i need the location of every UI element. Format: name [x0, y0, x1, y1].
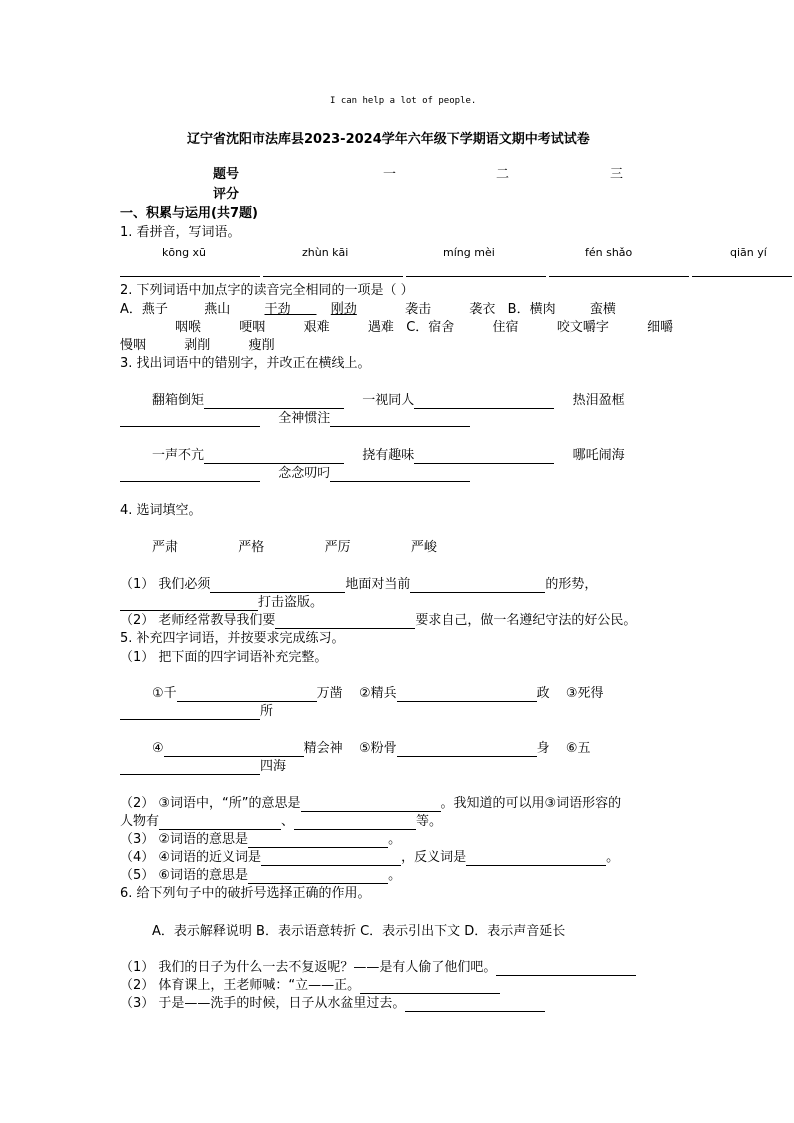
- sentence: （2） 体育课上，王老师喊：“立——正。: [120, 978, 500, 994]
- answer-blank[interactable]: [120, 276, 260, 277]
- answer-blank[interactable]: [248, 833, 388, 848]
- sub-prompt: （1） 把下面的四字词语补充完整。: [120, 650, 328, 665]
- answer-blank[interactable]: [330, 412, 470, 427]
- word-bank: [152, 540, 437, 556]
- option-word: A．燕子: [120, 302, 168, 317]
- fill-line: ①千 万凿 ②精兵 政 ③死得: [152, 686, 604, 701]
- word-option: 严格: [238, 540, 265, 555]
- word-option: 严肃: [152, 540, 179, 555]
- answer-blank[interactable]: [263, 276, 403, 277]
- answer-blank[interactable]: [466, 851, 606, 866]
- option-word: 剥削: [184, 338, 211, 353]
- answer-blank[interactable]: [120, 705, 260, 720]
- answer-blank[interactable]: [261, 851, 401, 866]
- sentence: （2） 老师经常教导我们要 要求自己，做一名遵纪守法的好公民。: [120, 613, 637, 628]
- pinyin: míng mèi: [443, 246, 495, 259]
- option-word: 艰难: [303, 320, 330, 335]
- word: 哪吒闹海: [572, 448, 625, 463]
- answer-blank[interactable]: [405, 997, 545, 1012]
- word: 一声不亢: [152, 448, 205, 463]
- option-line: [120, 302, 616, 318]
- options-line: A．表示解释说明 B．表示语意转折 C．表示引出下文 D．表示声音延长: [152, 924, 566, 939]
- option-line: [175, 320, 673, 336]
- answer-blank[interactable]: [120, 412, 260, 427]
- fill-line: [120, 466, 470, 482]
- option-word: B．横肉: [507, 302, 556, 317]
- answer-blank[interactable]: [397, 742, 537, 757]
- option-word: 袭击: [405, 302, 432, 317]
- sentence: 打击盗版。: [120, 595, 323, 611]
- word: 一视同人: [362, 393, 415, 408]
- question-prompt: 5. 补充四字词语，并按要求完成练习。: [120, 631, 345, 646]
- fill-line: [120, 411, 470, 427]
- answer-blank[interactable]: [330, 467, 470, 482]
- answer-blank[interactable]: [120, 760, 260, 775]
- option-word: 细嚼: [647, 320, 674, 335]
- word-option: 严厉: [324, 540, 351, 555]
- word: 翻箱倒矩: [152, 393, 205, 408]
- option-word: 咽喉: [175, 320, 202, 335]
- answer-blank[interactable]: [159, 815, 281, 830]
- answer-blank[interactable]: [496, 961, 636, 976]
- fill-line: [152, 448, 625, 464]
- fill-line: 所: [120, 704, 273, 720]
- answer-blank[interactable]: [210, 578, 345, 593]
- option-word: 燕山: [204, 302, 231, 317]
- sentence: （1） 我们必须 地面对当前 的形势，: [120, 577, 598, 592]
- word: 热泪盈框: [572, 393, 625, 408]
- question-prompt: 4. 选词填空。: [120, 503, 202, 518]
- answer-blank[interactable]: [406, 276, 546, 277]
- answer-blank[interactable]: [248, 869, 388, 884]
- sentence: 人物有 、 等。: [120, 814, 443, 829]
- option-word: 袭衣: [469, 302, 496, 317]
- answer-blank[interactable]: [120, 467, 260, 482]
- option-line: [120, 338, 275, 354]
- score-row-label: 评分: [213, 187, 240, 202]
- option-word: 咬文嚼字: [556, 320, 609, 335]
- option-word: 住宿: [492, 320, 519, 335]
- section-heading: 一、积累与运用(共7题): [120, 206, 258, 221]
- option-word: C．宿舍: [406, 320, 455, 335]
- answer-blank[interactable]: [692, 276, 792, 277]
- word-option: 严峻: [410, 540, 437, 555]
- header-note: I can help a lot of people.: [330, 96, 477, 106]
- question-prompt: 2. 下列词语中加点字的读音完全相同的一项是（ ）: [120, 283, 414, 298]
- sentence: （1） 我们的日子为什么一去不复返呢？——是有人偷了他们吧。: [120, 960, 636, 976]
- page-title: 辽宁省沈阳市法库县2023-2024学年六年级下学期语文期中考试试卷: [187, 132, 590, 147]
- answer-blank[interactable]: [397, 687, 537, 702]
- score-col: 一: [383, 167, 397, 182]
- option-word: 瘦削: [248, 338, 275, 353]
- answer-blank[interactable]: [360, 979, 500, 994]
- option-word: 干劲: [264, 302, 291, 317]
- answer-blank[interactable]: [204, 394, 344, 409]
- answer-blank[interactable]: [120, 596, 258, 611]
- answer-blank[interactable]: [410, 578, 545, 593]
- score-col: 三: [610, 167, 624, 182]
- answer-blank[interactable]: [294, 815, 416, 830]
- answer-blank[interactable]: [414, 449, 554, 464]
- fill-line: [152, 393, 625, 409]
- pinyin: zhùn kāi: [302, 246, 349, 259]
- word: 全神惯注: [278, 411, 331, 426]
- question-prompt: 3. 找出词语中的错别字，并改正在横线上。: [120, 356, 371, 371]
- sentence: （5） ⑥词语的意思是 。: [120, 868, 402, 883]
- question-prompt: 1. 看拼音，写词语。: [120, 225, 241, 240]
- answer-blank[interactable]: [414, 394, 554, 409]
- answer-blank[interactable]: [177, 687, 317, 702]
- sentence: （4） ④词语的近义词是 ，反义词是 。: [120, 850, 620, 865]
- pinyin: kōng xū: [162, 246, 207, 259]
- answer-blank[interactable]: [301, 797, 441, 812]
- sentence: （2） ③词语中，“所”的意思是 。我知道的可以用③词语形容的: [120, 796, 622, 811]
- sentence: （3） ②词语的意思是 。: [120, 832, 402, 847]
- option-word: 蛮横: [589, 302, 616, 317]
- score-row-label: 题号: [213, 167, 240, 182]
- option-word: 遇难: [367, 320, 394, 335]
- option-word: 刚劲: [330, 302, 357, 317]
- score-col: 二: [496, 167, 510, 182]
- question-prompt: 6. 给下列句子中的破折号选择正确的作用。: [120, 886, 371, 901]
- fill-line: 四海: [120, 759, 286, 775]
- answer-blank[interactable]: [204, 449, 344, 464]
- option-word: 哽咽: [239, 320, 266, 335]
- sentence: （3） 于是——洗手的时候，日子从水盆里过去。: [120, 996, 545, 1012]
- word: 念念叨叼: [278, 466, 331, 481]
- answer-blank[interactable]: [275, 614, 415, 629]
- word: 挠有趣味: [362, 448, 415, 463]
- answer-blank[interactable]: [549, 276, 689, 277]
- answer-blank[interactable]: [164, 742, 304, 757]
- pinyin: qiān yí: [730, 246, 767, 259]
- option-word: 慢咽: [120, 338, 147, 353]
- fill-line: ④ 精会神 ⑤粉骨 身 ⑥五: [152, 741, 591, 756]
- pinyin: fén shǎo: [585, 246, 633, 259]
